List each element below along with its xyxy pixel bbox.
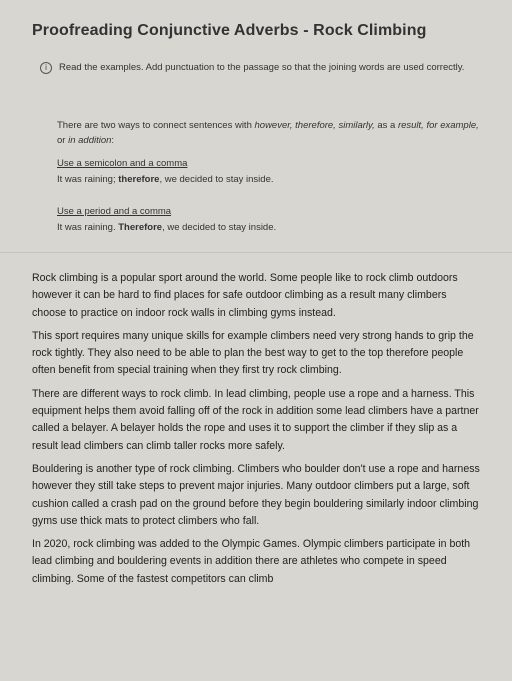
example1-heading: Use a semicolon and a comma [57,158,188,169]
instructions [40,60,495,75]
instruction-text: Read the examples. Add punctuation to the passage so that the joining words are used correctly. [59,62,465,73]
intro-text: There are two ways to connect sentences with however, therefore, similarly, as a result, for example, or in addition: [57,120,479,146]
passage [32,270,482,594]
passage-paragraph[interactable]: This sport requires many unique skills for example climbers need very strong hands to grip the rock tightly. They also need to be able to plan the best way to get to the top therefore people often benefit from special training when they first try rock climbing. [32,329,474,377]
passage-paragraph[interactable]: Rock climbing is a popular sport around the world. Some people like to rock climb outdoors however it can be hard to find places for safe outdoor climbing as a result many climbers choose to practice on indoor rock walls in climbing gyms instead. [32,272,458,319]
passage-paragraph[interactable]: Bouldering is another type of rock climbing. Climbers who boulder don't use a rope and harness however they still take steps to prevent major injuries. Many outdoor climbers put a large, soft cushion called a crash pad on the ground before they begin bouldering similarly indoor climbing gyms use thick mats to protect climbers who fall. [32,462,480,527]
info-icon: i [40,62,52,74]
passage-paragraph[interactable]: In 2020, rock climbing was added to the Olympic Games. Olympic climbers participate in both lead climbing and bouldering events in addition there are athletes who compete in speed climbing. Some of the fastest competitors can climb [32,538,471,585]
example1-sentence: It was raining; therefore, we decided to stay inside. [57,174,274,185]
example2-sentence: It was raining. Therefore, we decided to stay inside. [57,222,277,233]
example2-heading: Use a period and a comma [57,206,172,217]
section-divider [0,252,512,253]
passage-paragraph[interactable]: There are different ways to rock climb. In lead climbing, people use a rope and a harness. This equipment helps them avoid falling off of the rock in addition some lead climbers have a partner called a belayer. A belayer holds the rope and uses it to support the climber if they slip as a result lead climbers can climb taller rocks more safely. [32,387,479,452]
page-title: Proofreading Conjunctive Adverbs - Rock Climbing [32,22,427,39]
